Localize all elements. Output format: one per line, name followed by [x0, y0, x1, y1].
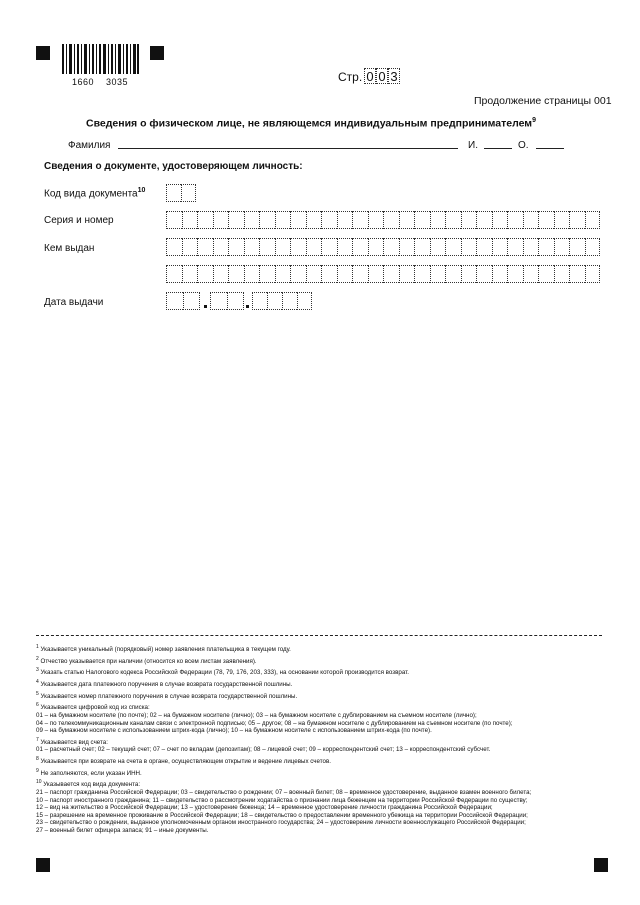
page-digit: 0 [376, 68, 388, 84]
barcode-number-right: 3035 [106, 77, 129, 87]
patronymic-initial-field[interactable] [536, 148, 564, 149]
input-cell[interactable] [282, 292, 297, 310]
footnotes [36, 642, 606, 835]
footnote-text: Указать статью Налогового кодекса Российской Федерации (78, 79, 176, 203, 333), на основании которой производится возврат. [38, 669, 410, 677]
input-cell[interactable] [554, 265, 570, 283]
input-cell[interactable] [445, 211, 461, 229]
input-cell[interactable] [585, 265, 601, 283]
input-cell[interactable] [507, 211, 523, 229]
input-cell[interactable] [244, 265, 260, 283]
footnote-text: Указывается код вида документа: [41, 781, 141, 789]
input-cell[interactable] [368, 211, 384, 229]
footnote-line [36, 827, 606, 835]
continuation-note: Продолжение страницы 001 [474, 95, 612, 107]
surname-label: Фамилия [68, 140, 111, 151]
footnote-line [36, 656, 606, 666]
surname-field[interactable] [118, 148, 458, 149]
footnote-text: 27 – военный билет офицера запаса; 91 – иные документы. [36, 826, 209, 834]
document-code-label [44, 187, 145, 199]
section-title-text: Сведения о физическом лице, не являющемся индивидуальным предпринимателем [86, 117, 533, 130]
input-cell[interactable] [321, 238, 337, 256]
input-cell[interactable] [414, 265, 430, 283]
input-cell[interactable] [166, 211, 182, 229]
footnote-line [36, 667, 606, 677]
footnote-text: Указывается при возврате на счета в органе, осуществляющем открытие и ведение лицевых счетов. [38, 758, 331, 766]
input-cell[interactable] [523, 265, 539, 283]
input-cell[interactable] [492, 238, 508, 256]
issue-date-year[interactable] [252, 292, 312, 310]
input-cell[interactable] [569, 211, 585, 229]
footnote-line [36, 819, 606, 827]
first-initial-label: И. [468, 140, 478, 151]
input-cell[interactable] [166, 292, 183, 310]
input-cell[interactable] [181, 184, 196, 202]
input-cell[interactable] [228, 211, 244, 229]
footnote-text: Указывается дата платежного поручения в случае возврата государственной пошлины. [38, 681, 293, 689]
barcode [60, 44, 140, 76]
input-cell[interactable] [352, 265, 368, 283]
input-cell[interactable] [182, 211, 198, 229]
page-digit: 0 [364, 68, 376, 84]
date-separator [246, 305, 249, 308]
input-cell[interactable] [538, 238, 554, 256]
input-cell[interactable] [492, 211, 508, 229]
input-cell[interactable] [445, 238, 461, 256]
input-cell[interactable] [197, 211, 213, 229]
input-cell[interactable] [182, 238, 198, 256]
first-initial-field[interactable] [484, 148, 512, 149]
footnote-line [36, 644, 606, 654]
footnote-number: 10 [36, 779, 42, 786]
page-digit: 3 [388, 68, 400, 84]
input-cell[interactable] [290, 211, 306, 229]
footnote-number: 1 [36, 644, 39, 650]
footnote-line [36, 812, 606, 820]
footnote-text: 09 – на бумажном носителе с использованием штрих-кода (лично); 10 – на бумажном носителе с использованием штрих-кода (по почте). [36, 727, 432, 735]
input-cell[interactable] [183, 292, 200, 310]
input-cell[interactable] [197, 265, 213, 283]
footnote-line [36, 746, 606, 754]
input-cell[interactable] [430, 211, 446, 229]
input-cell[interactable] [430, 238, 446, 256]
footnote-text: Указывается вид счета: [38, 738, 108, 746]
footnote-text: 01 – на бумажном носителе (по почте); 02 – на бумажном носителе (лично); 03 – на бумажном носителе с дублированием на съемном носителе (лично); [36, 711, 477, 719]
input-cell[interactable] [337, 211, 353, 229]
issued-by-cells-line1[interactable] [166, 238, 600, 256]
input-cell[interactable] [585, 238, 601, 256]
issued-by-cells-line2[interactable] [166, 265, 600, 283]
document-section-title: Сведения о документе, удостоверяющем личность: [44, 161, 303, 172]
footnote-number: 4 [36, 678, 39, 685]
input-cell[interactable] [476, 265, 492, 283]
input-cell[interactable] [399, 211, 415, 229]
footnote-line [36, 712, 606, 720]
footnote-text: Не заполняются, если указан ИНН. [38, 769, 142, 777]
registration-marker-top-left [36, 46, 50, 60]
footnote-line [36, 737, 606, 747]
footnote-text: 23 – свидетельство о рождении, выданное уполномоченным органом иностранного государства; 24 – удостоверение личности военнослужащего Российской Федерации; [36, 819, 526, 827]
footnote-text: 15 – разрешение на временное проживание в Российской Федерации; 18 – свидетельство о предоставлении временного убежища на территории Российской Федерации; [36, 811, 528, 819]
input-cell[interactable] [259, 238, 275, 256]
input-cell[interactable] [290, 238, 306, 256]
input-cell[interactable] [430, 265, 446, 283]
input-cell[interactable] [267, 292, 282, 310]
footnote-line [36, 779, 606, 789]
footnote-number: 6 [36, 702, 39, 709]
footnote-line [36, 789, 606, 797]
input-cell[interactable] [554, 238, 570, 256]
input-cell[interactable] [585, 211, 601, 229]
footnote-ref: 9 [532, 117, 536, 124]
footnote-text: Указывается цифровой код из списка: [38, 704, 150, 712]
input-cell[interactable] [259, 265, 275, 283]
input-cell[interactable] [383, 211, 399, 229]
input-cell[interactable] [523, 211, 539, 229]
footnote-line [36, 702, 606, 712]
footnote-separator [36, 635, 602, 636]
input-cell[interactable] [538, 211, 554, 229]
footnote-text: 10 – паспорт иностранного гражданина; 11 – свидетельство о рассмотрении ходатайства о признании лица беженцем на территории Российской Федерации по существу; [36, 796, 528, 804]
input-cell[interactable] [275, 265, 291, 283]
input-cell[interactable] [383, 238, 399, 256]
footnote-text: Отчество указывается при наличии (относится ко всем листам заявления). [38, 657, 257, 665]
input-cell[interactable] [321, 265, 337, 283]
input-cell[interactable] [197, 238, 213, 256]
input-cell[interactable] [275, 211, 291, 229]
input-cell[interactable] [352, 238, 368, 256]
input-cell[interactable] [507, 265, 523, 283]
input-cell[interactable] [538, 265, 554, 283]
input-cell[interactable] [213, 238, 229, 256]
issue-date-label: Дата выдачи [44, 297, 104, 308]
footnote-text: Указывается уникальный (порядковый) номер заявления плательщика в текущем году. [38, 646, 291, 654]
input-cell[interactable] [166, 184, 181, 202]
issued-by-label: Кем выдан [44, 243, 95, 254]
input-cell[interactable] [461, 265, 477, 283]
input-cell[interactable] [507, 238, 523, 256]
footnote-line [36, 756, 606, 766]
footnote-text: 21 – паспорт гражданина Российской Федерации; 03 – свидетельство о рождении; 07 – военный билет; 08 – временное удостоверение, выданное взамен военного билета; [36, 788, 532, 796]
footnote-line [36, 727, 606, 735]
input-cell[interactable] [414, 238, 430, 256]
input-cell[interactable] [213, 211, 229, 229]
input-cell[interactable] [569, 238, 585, 256]
footnote-line [36, 691, 606, 701]
input-cell[interactable] [306, 265, 322, 283]
input-cell[interactable] [182, 265, 198, 283]
input-cell[interactable] [569, 265, 585, 283]
footnote-number: 3 [36, 667, 39, 674]
input-cell[interactable] [166, 238, 182, 256]
document-code-cells[interactable] [166, 184, 196, 202]
input-cell[interactable] [259, 211, 275, 229]
footnote-text: 04 – по телекоммуникационным каналам связи с электронной подписью; 05 – другое; 08 – на бумажном носителе с дублированием на съемном носителе (по почте); [36, 719, 513, 727]
input-cell[interactable] [213, 265, 229, 283]
series-number-label: Серия и номер [44, 215, 114, 226]
input-cell[interactable] [228, 265, 244, 283]
footnote-text: Указывается номер платежного поручения в случае возврата государственной пошлины. [38, 692, 298, 700]
footnote-ref: 10 [137, 187, 146, 194]
input-cell[interactable] [297, 292, 312, 310]
input-cell[interactable] [352, 211, 368, 229]
input-cell[interactable] [290, 265, 306, 283]
barcode-number-left: 1660 [72, 77, 95, 87]
footnote-number: 8 [36, 755, 39, 762]
input-cell[interactable] [399, 238, 415, 256]
input-cell[interactable] [244, 238, 260, 256]
input-cell[interactable] [523, 238, 539, 256]
input-cell[interactable] [476, 211, 492, 229]
patronymic-initial-label: О. [518, 140, 529, 151]
registration-marker-bottom-right [594, 858, 608, 872]
input-cell[interactable] [383, 265, 399, 283]
input-cell[interactable] [252, 292, 267, 310]
footnote-line [36, 797, 606, 805]
input-cell[interactable] [492, 265, 508, 283]
footnote-line [36, 720, 606, 728]
footnote-line [36, 679, 606, 689]
input-cell[interactable] [244, 211, 260, 229]
input-cell[interactable] [227, 292, 244, 310]
input-cell[interactable] [337, 265, 353, 283]
issue-date-day[interactable] [166, 292, 200, 310]
input-cell[interactable] [337, 238, 353, 256]
date-separator [204, 305, 207, 308]
section-title [86, 117, 536, 130]
footnote-number: 9 [36, 767, 39, 774]
input-cell[interactable] [210, 292, 227, 310]
footnote-number: 2 [36, 655, 39, 662]
input-cell[interactable] [275, 238, 291, 256]
page-number-cells [364, 68, 400, 84]
document-code-label-text: Код вида документа [44, 188, 138, 200]
input-cell[interactable] [445, 265, 461, 283]
page-label: Стр. [338, 70, 363, 84]
issue-date-month[interactable] [210, 292, 244, 310]
input-cell[interactable] [306, 238, 322, 256]
footnote-text: 01 – расчетный счет; 02 – текущий счет; 07 – счет по вкладам (депозитам); 08 – лицевой счет; 09 – корреспондентский счет; 13 – корреспондентский субсчет. [36, 746, 491, 754]
footnote-number: 7 [36, 736, 39, 743]
input-cell[interactable] [306, 211, 322, 229]
input-cell[interactable] [321, 211, 337, 229]
footnote-text: 12 – вид на жительство в Российской Федерации; 13 – удостоверение беженца; 14 – временное удостоверение личности гражданина Российской Федерации; [36, 804, 493, 812]
input-cell[interactable] [554, 211, 570, 229]
input-cell[interactable] [166, 265, 182, 283]
input-cell[interactable] [368, 265, 384, 283]
registration-marker-bottom-left [36, 858, 50, 872]
series-number-cells[interactable] [166, 211, 600, 229]
footnote-line [36, 804, 606, 812]
input-cell[interactable] [368, 238, 384, 256]
input-cell[interactable] [461, 211, 477, 229]
input-cell[interactable] [414, 211, 430, 229]
footnote-line [36, 768, 606, 778]
footnote-number: 5 [36, 690, 39, 697]
input-cell[interactable] [399, 265, 415, 283]
input-cell[interactable] [461, 238, 477, 256]
input-cell[interactable] [228, 238, 244, 256]
registration-marker-top-right [150, 46, 164, 60]
input-cell[interactable] [476, 238, 492, 256]
